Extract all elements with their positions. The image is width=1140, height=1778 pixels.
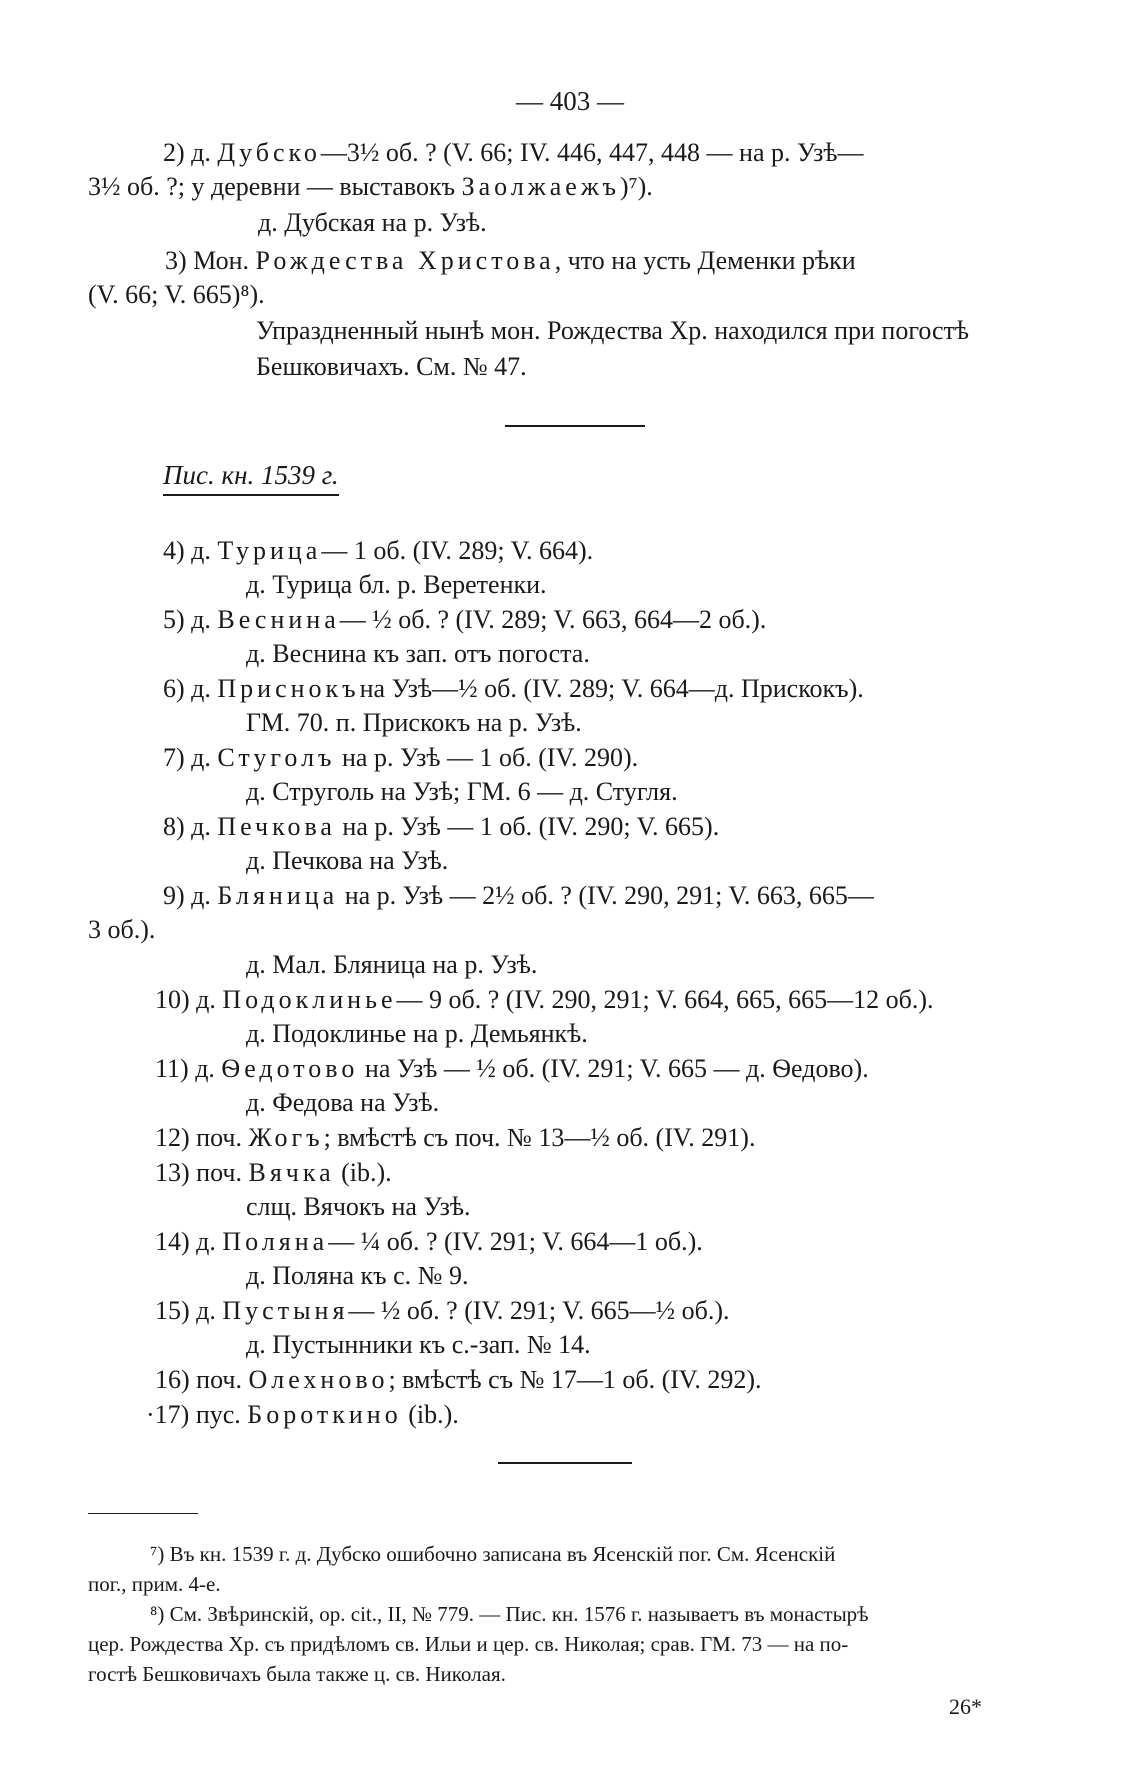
entry-8-modern: д. Печкова на Узѣ. xyxy=(246,846,449,875)
entry-10 xyxy=(155,983,934,1017)
village-name: Бляница xyxy=(217,881,339,910)
entry-text: , что на усть Деменки рѣки xyxy=(554,246,856,275)
entry-text: — ½ об. ? (IV. 291; V. 665—½ об.). xyxy=(348,1296,730,1325)
entry-10-modern: д. Подоклинье на р. Демьянкѣ. xyxy=(246,1019,588,1048)
entry-number: 13) поч. xyxy=(155,1158,242,1187)
signature-mark: 26* xyxy=(949,1694,982,1719)
footnote-8-line-3: гостѣ Бешковичахъ была также ц. св. Николая. xyxy=(88,1662,506,1686)
village-name: Веснина xyxy=(217,605,340,634)
entry-number: 11) д. xyxy=(155,1054,215,1083)
entry-15-modern: д. Пустынники къ с.-зап. № 14. xyxy=(246,1330,591,1359)
entry-number: 7) д. xyxy=(163,743,211,772)
entry-8 xyxy=(163,810,719,844)
section-divider xyxy=(505,425,645,427)
village-name: Подоклинье xyxy=(222,985,397,1014)
entry-5 xyxy=(163,603,766,637)
entry-2-line-1 xyxy=(163,136,864,170)
entry-text: — ¼ об. ? (IV. 291; V. 664—1 об.). xyxy=(328,1227,703,1256)
village-name: Поляна xyxy=(222,1227,329,1256)
entry-number: 10) д. xyxy=(155,985,216,1014)
entry-text: ; вмѣстѣ съ поч. № 13—½ об. (IV. 291). xyxy=(323,1123,756,1152)
entry-text: — ½ об. ? (IV. 289; V. 663, 664—2 об.). xyxy=(339,605,767,634)
village-name: Пустыня xyxy=(222,1296,349,1325)
entry-text: ; вмѣстѣ съ № 17—1 об. (IV. 292). xyxy=(388,1365,762,1394)
footnote-8-line-2: цер. Рождества Хр. съ придѣломъ св. Ильи и цер. св. Николая; срав. ГМ. 73 — на по- xyxy=(88,1632,849,1656)
entry-12 xyxy=(155,1121,755,1155)
entry-number: 8) д. xyxy=(163,812,211,841)
entry-number: 3) Мон. xyxy=(165,246,256,275)
entry-number: ·17) пус. xyxy=(146,1400,241,1429)
footnote-7-line-1: ⁷) Въ кн. 1539 г. д. Дубско ошибочно записана въ Ясенскій пог. См. Ясенскій xyxy=(150,1542,836,1566)
village-name: Стуголъ xyxy=(217,743,336,772)
entry-6-modern: ГМ. 70. п. Прискокъ на р. Узѣ. xyxy=(246,708,582,737)
village-name: Печкова xyxy=(217,812,336,841)
place-name: Заолжаежъ xyxy=(461,172,620,201)
entry-number: 5) д. xyxy=(163,605,211,634)
village-name: Дубско xyxy=(217,138,321,167)
village-name: Приснокъ xyxy=(217,674,360,703)
entry-7-modern: д. Струголь на Узѣ; ГМ. 6 — д. Стугля. xyxy=(246,777,678,806)
entry-7 xyxy=(163,741,638,775)
entry-2-line-2 xyxy=(88,170,653,204)
entry-11-modern: д. Федова на Узѣ. xyxy=(246,1088,440,1117)
village-name: Вячка xyxy=(248,1158,335,1187)
entry-9 xyxy=(163,879,874,913)
entry-text: — 1 об. (IV. 289; V. 664). xyxy=(321,536,594,565)
village-name: Олехново xyxy=(248,1365,389,1394)
entry-text: (ib.). xyxy=(334,1158,392,1187)
village-name: Ѳедотово xyxy=(221,1054,359,1083)
end-divider xyxy=(498,1462,632,1464)
entry-14-modern: д. Поляна къ с. № 9. xyxy=(246,1261,469,1290)
footnote-rule xyxy=(88,1513,198,1514)
entry-number: 4) д. xyxy=(163,536,211,565)
entry-3-note-2: Бешковичахъ. См. № 47. xyxy=(256,352,527,381)
footnote-8-line-1: ⁸) См. Звѣринскій, op. cit., II, № 779. — Пис. кн. 1576 г. называетъ въ монастырѣ xyxy=(150,1602,869,1626)
entry-2-modern: д. Дубская на р. Узѣ. xyxy=(258,208,487,237)
entry-number: 15) д. xyxy=(155,1296,216,1325)
entry-number: 14) д. xyxy=(155,1227,216,1256)
entry-text: на р. Узѣ — 1 об. (IV. 290; V. 665). xyxy=(342,812,720,841)
entry-14 xyxy=(155,1225,703,1259)
entry-number: 12) поч. xyxy=(155,1123,242,1152)
entry-text: на Узѣ — ½ об. (IV. 291; V. 665 — д. Ѳедово). xyxy=(364,1054,869,1083)
entry-11 xyxy=(155,1052,869,1086)
entry-9-modern: д. Мал. Бляница на р. Узѣ. xyxy=(246,950,538,979)
page-number: — 403 — xyxy=(516,86,624,116)
entry-4-modern: д. Турица бл. р. Веретенки. xyxy=(246,570,547,599)
entry-text: (ib.). xyxy=(401,1400,459,1429)
entry-3-line-1 xyxy=(165,244,856,278)
entry-3-note-1: Упраздненный нынѣ мон. Рождества Хр. находился при погостѣ xyxy=(256,316,970,345)
section-title: Пис. кн. 1539 г. xyxy=(163,458,339,496)
footnote-7-line-2: пог., прим. 4-е. xyxy=(88,1572,221,1596)
entry-5-modern: д. Веснина къ зап. отъ погоста. xyxy=(246,639,590,668)
entry-15 xyxy=(155,1294,730,1328)
village-name: Бороткино xyxy=(247,1400,402,1429)
entry-13 xyxy=(155,1156,392,1190)
entry-13-modern: слщ. Вячокъ на Узѣ. xyxy=(246,1192,471,1221)
entry-6 xyxy=(163,672,864,706)
entry-number: 9) д. xyxy=(163,881,211,910)
entry-text: на р. Узѣ — 1 об. (IV. 290). xyxy=(342,743,639,772)
entry-17 xyxy=(146,1398,459,1432)
entry-text: 3½ об. ?; у деревни — выставокъ xyxy=(88,172,462,201)
monastery-name: Рождества Христова xyxy=(255,246,555,275)
village-name: Жогъ xyxy=(248,1123,324,1152)
entry-text: )⁷). xyxy=(619,172,653,201)
village-name: Турица xyxy=(217,536,322,565)
entry-number: 2) д. xyxy=(163,138,218,167)
entry-16 xyxy=(155,1363,762,1397)
entry-9-continuation: 3 об.). xyxy=(88,915,156,944)
entry-number: 6) д. xyxy=(163,674,211,703)
entry-text: на Узѣ—½ об. (IV. 289; V. 664—д. Прискокъ). xyxy=(359,674,864,703)
entry-4 xyxy=(163,534,593,568)
entry-text: — 9 об. ? (IV. 290, 291; V. 664, 665, 665—12 об.). xyxy=(396,985,934,1014)
entry-text: —3½ об. ? (V. 66; IV. 446, 447, 448 — на р. Узѣ— xyxy=(320,138,864,167)
entry-number: 16) поч. xyxy=(155,1365,242,1394)
entry-text: на р. Узѣ — 2½ об. ? (IV. 290, 291; V. 663, 665— xyxy=(344,881,874,910)
entry-3-line-2: (V. 66; V. 665)⁸). xyxy=(88,280,265,309)
